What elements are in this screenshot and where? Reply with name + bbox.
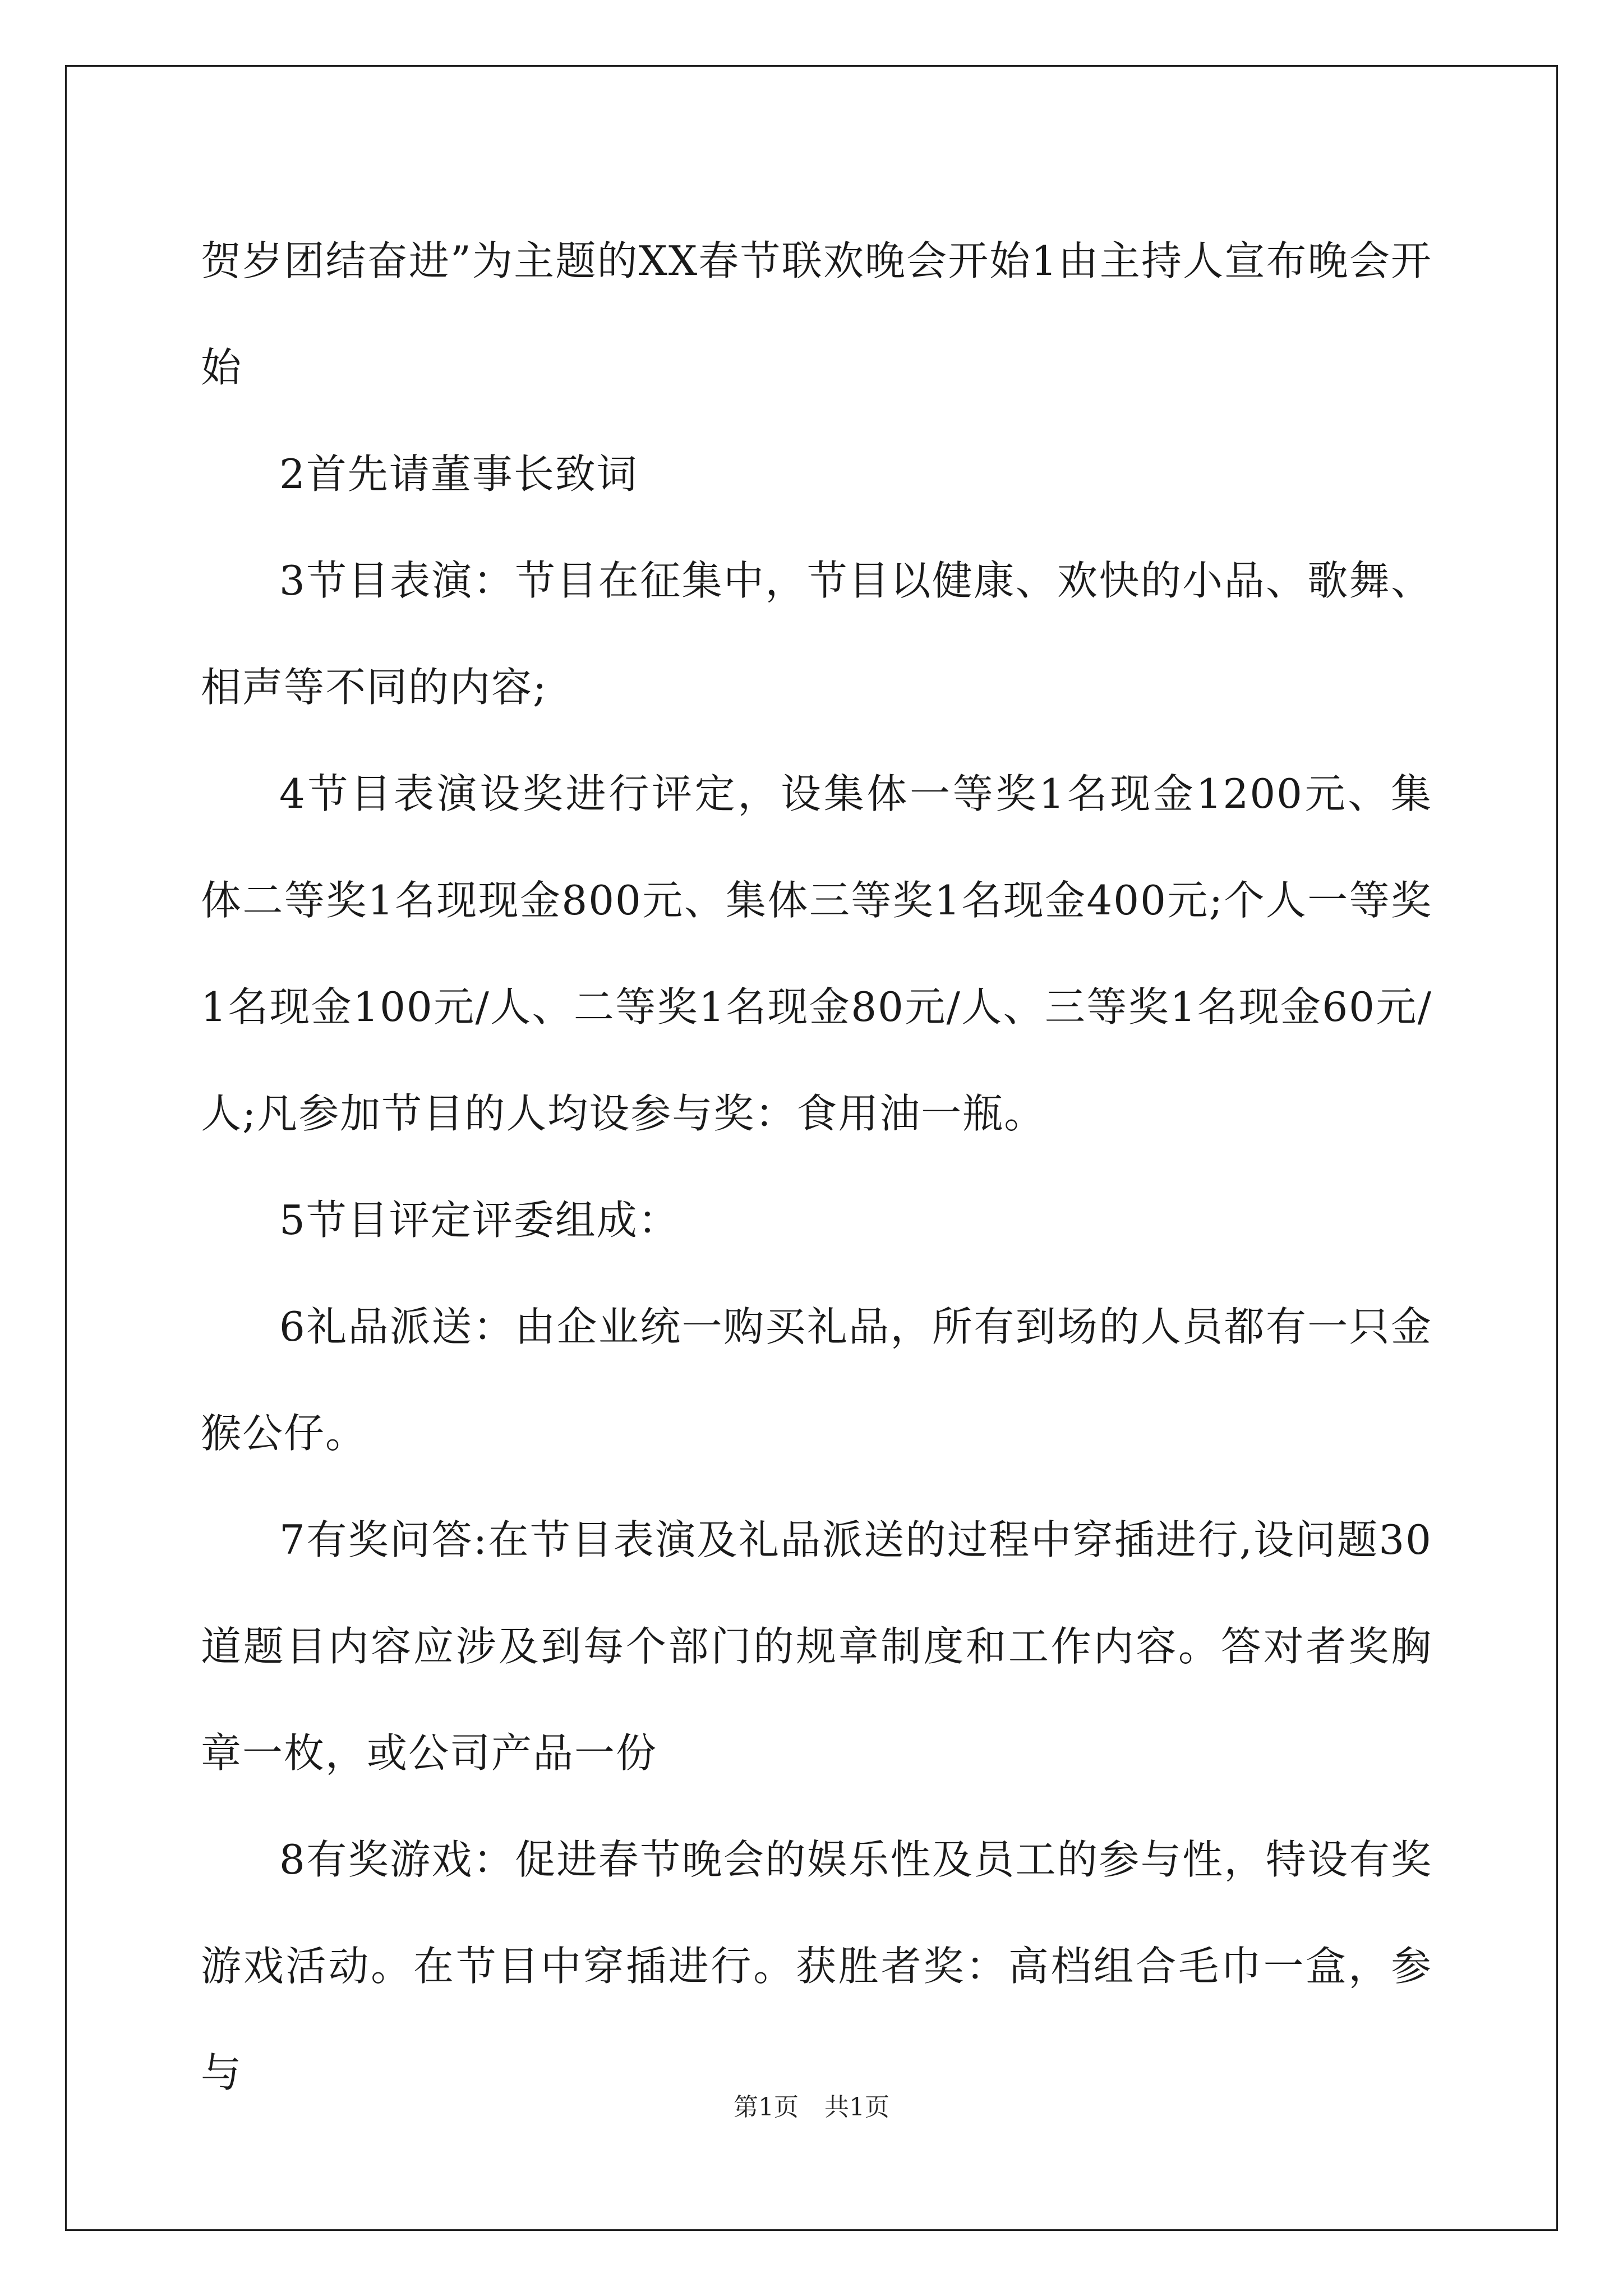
page-footer (0, 2087, 1623, 2123)
page-number-total: 共1页 (824, 2093, 889, 2122)
paragraph-5: 5节目评定评委组成： (279, 1197, 680, 1244)
paragraph-3: 3节目表演：节目在征集中，节目以健康、欢快的小品、歌舞、相声等不同的内容; (201, 557, 1432, 711)
paragraph-4: 4节目表演设奖进行评定，设集体一等奖1名现金1200元、集体二等奖1名现现金800元、集体三等奖1名现金400元;个人一等奖1名现金100元/人、二等奖1名现金80元/人、三等奖1名现金60元/人;凡参加节目的人均设参与奖：食用油一瓶。 (201, 770, 1432, 1137)
paragraph-2: 2首先请董事长致词 (279, 450, 638, 498)
paragraph-6: 6礼品派送：由企业统一购买礼品，所有到场的人员都有一只金猴公仔。 (201, 1303, 1432, 1457)
paragraph-8: 8有奖游戏：促进春节晚会的娱乐性及员工的参与性，特设有奖游戏活动。在节目中穿插进行。获胜者奖：高档组合毛巾一盒，参与 (201, 1836, 1432, 2096)
page-number-current: 第1页 (734, 2093, 799, 2122)
paragraph-1: 贺岁团结奋进”为主题的XX春节联欢晚会开始1由主持人宣布晚会开始 (201, 237, 1432, 391)
paragraph-7: 7有奖问答:在节目表演及礼品派送的过程中穿插进行,设问题30道题目内容应涉及到每个部门的规章制度和工作内容。答对者奖胸章一枚，或公司产品一份 (201, 1516, 1432, 1777)
document-body (201, 208, 1432, 2126)
